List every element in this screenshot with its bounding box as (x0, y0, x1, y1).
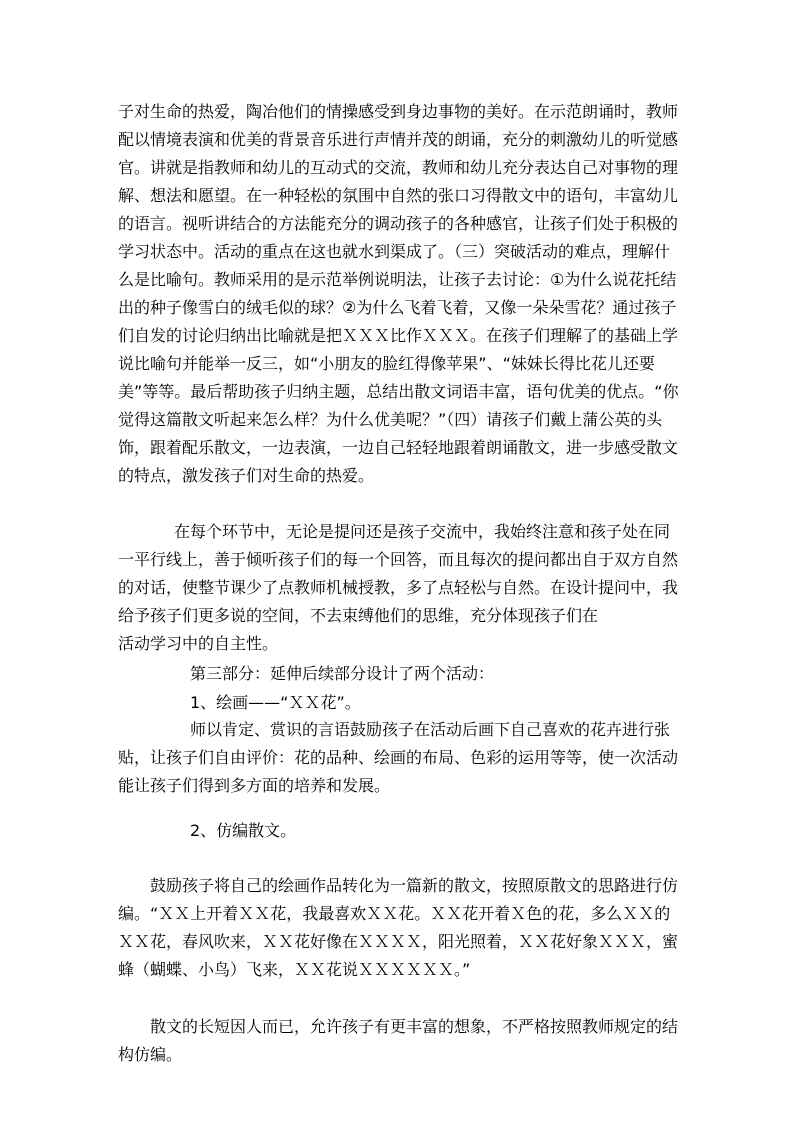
text-line: 一平行线上，善于倾听孩子们的每一个回答，而且每次的提问都出自于双方自然 (118, 550, 679, 569)
text-line: 的特点，激发孩子们对生命的热爱。 (118, 466, 375, 485)
text-line: 贴，让孩子们自由评价：花的品种、绘画的布局、色彩的运用等等，使一次活动 (118, 748, 679, 767)
text-line: 出的种子像雪白的绒毛似的球？②为什么飞着飞着，又像一朵朵雪花？通过孩子 (118, 298, 677, 317)
text-line: 活动学习中的自主性。 (118, 634, 279, 653)
text-line: 编。“ＸＸ上开着ＸＸ花，我最喜欢ＸＸ花。ＸＸ花开着Ｘ色的花，多么ＸＸ的 (118, 904, 671, 923)
text-line: 鼓励孩子将自己的绘画作品转化为一篇新的散文，按照原散文的思路进行仿 (150, 876, 679, 895)
subheading: 1、绘画——“ＸＸ花”。 (190, 693, 361, 712)
text-line: 饰，跟着配乐散文，一边表演，一边自己轻轻地跟着朗诵散文，进一步感受散文 (118, 438, 679, 457)
text-line: 觉得这篇散文听起来怎么样？为什么优美呢？”（四）请孩子们戴上蒲公英的头 (118, 410, 663, 429)
subheading: 2、仿编散文。 (190, 821, 297, 840)
text-line: 官。讲就是指教师和幼儿的互动式的交流，教师和幼儿充分表达自己对事物的理 (118, 158, 679, 177)
section-heading: 第三部分：延伸后续部分设计了两个活动： (190, 664, 495, 683)
text-line: 学习状态中。活动的重点在这也就水到渠成了。（三）突破活动的难点，理解什 (118, 242, 671, 261)
text-line: 么是比喻句。教师采用的是示范举例说明法，让孩子去讨论：①为什么说花托结 (118, 270, 677, 289)
text-line: 配以情境表演和优美的背景音乐进行声情并茂的朗诵，充分的刺激幼儿的听觉感 (118, 130, 679, 149)
text-line: 在每个环节中，无论是提问还是孩子交流中，我始终注意和孩子处在同 (174, 522, 671, 541)
text-line: 子对生命的热爱，陶冶他们的情操感受到身边事物的美好。在示范朗诵时，教师 (118, 102, 679, 121)
text-line: 师以肯定、赏识的言语鼓励孩子在活动后画下自己喜欢的花卉进行张 (190, 720, 671, 739)
text-line: 构仿编。 (118, 1045, 183, 1064)
text-line: 解、想法和愿望。在一种轻松的氛围中自然的张口习得散文中的语句，丰富幼儿 (118, 186, 679, 205)
text-line: 美”等等。最后帮助孩子归纳主题，总结出散文词语丰富，语句优美的优点。“你 (118, 382, 679, 401)
text-line: 给予孩子们更多说的空间，不去束缚他们的思维，充分体现孩子们在 (118, 606, 599, 625)
text-line: 散文的长短因人而已，允许孩子有更丰富的想象，不严格按照教师规定的结 (150, 1017, 679, 1036)
text-line: 说比喻句并能举一反三，如“小朋友的脸红得像苹果”、“妹妹长得比花儿还要 (118, 354, 655, 373)
text-line: 们自发的讨论归纳出比喻就是把ＸＸＸ比作ＸＸＸ。在孩子们理解了的基础上学 (118, 326, 679, 345)
text-line: 的对话，使整节课少了点教师机械授教，多了点轻松与自然。在设计提问中，我 (118, 578, 679, 597)
text-line: 的语言。视听讲结合的方法能充分的调动孩子的各种感官，让孩子们处于积极的 (118, 214, 679, 233)
text-line: 能让孩子们得到多方面的培养和发展。 (118, 776, 391, 795)
text-line: 蜂（蝴蝶、小鸟）飞来，ＸＸ花说ＸＸＸＸＸＸ。” (118, 960, 471, 979)
text-line: ＸＸ花，春风吹来，ＸＸ花好像在ＸＸＸＸ，阳光照着，ＸＸ花好象ＸＸＸ，蜜 (118, 932, 679, 951)
